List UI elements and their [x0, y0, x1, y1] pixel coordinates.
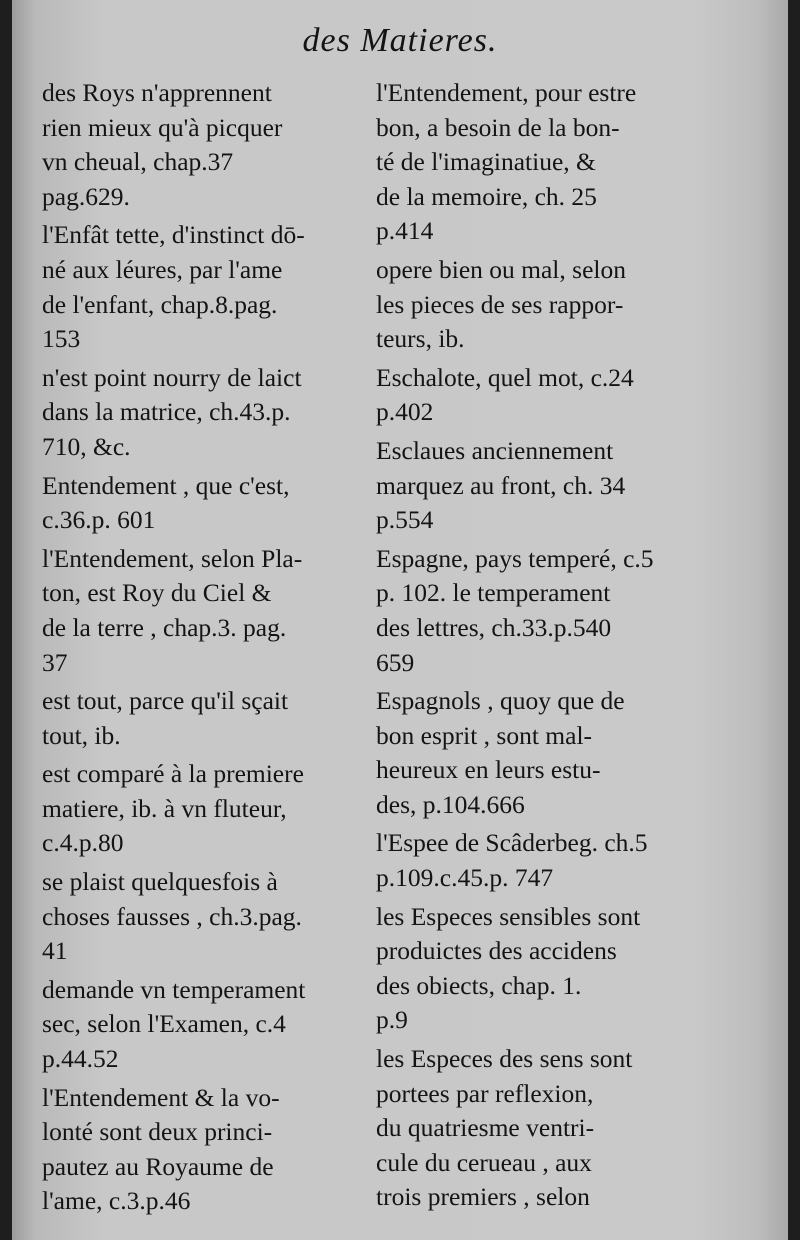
index-entry-line: lonté sont deux princi- — [42, 1117, 273, 1147]
index-entry-line: l'Entendement, pour estre — [376, 78, 637, 107]
index-entry-line: opere bien ou mal, selon — [376, 254, 626, 284]
index-entry-line: pag.629. — [42, 181, 130, 211]
index-entry-line: Espagnols , quoy que de — [376, 686, 625, 716]
index-entry — [42, 218, 372, 356]
index-entry — [376, 542, 720, 680]
index-entry — [376, 253, 720, 357]
index-entry-line: de la memoire, ch. 25 — [376, 181, 597, 211]
index-entry-line: rien mieux qu'à picquer — [42, 112, 283, 142]
index-entry — [376, 434, 720, 538]
index-entry-line: les pieces de ses rappor- — [376, 289, 624, 319]
index-entry-line: p.414 — [376, 216, 434, 246]
index-entry-line: l'Entendement, selon Pla- — [42, 543, 303, 573]
index-entry-line: l'Entendement & la vo- — [42, 1082, 280, 1112]
index-entry — [376, 826, 720, 895]
index-entry-line: 37 — [42, 647, 68, 677]
index-entry-line: Eschalote, quel mot, c.24 — [376, 362, 634, 392]
index-entry-line: 41 — [42, 936, 68, 966]
index-entry-line: des lettres, ch.33.p.540 — [376, 612, 612, 642]
index-entry — [42, 469, 372, 538]
index-entry-line: trois premiers , selon — [376, 1182, 590, 1212]
index-entry — [42, 973, 372, 1077]
index-entry-line: dans la matrice, ch.43.p. — [42, 397, 291, 427]
index-entry-line: p.109.c.45.p. 747 — [376, 863, 554, 893]
index-entry-line: produictes des accidens — [376, 936, 617, 966]
book-page — [12, 0, 788, 1240]
index-entry-line: les Especes des sens sont — [376, 1044, 633, 1074]
index-entry-line: Esclaues anciennement — [376, 435, 614, 465]
index-entry-line: choses fausses , ch.3.pag. — [42, 901, 302, 931]
index-entry-line: ton, est Roy du Ciel & — [42, 578, 272, 608]
index-entry-line: té de l'imaginatiue, & — [376, 147, 596, 177]
index-entry-line: du quatriesme ventri- — [376, 1113, 595, 1143]
index-entry-line: teurs, ib. — [376, 324, 465, 354]
index-entry-line: c.4.p.80 — [42, 828, 124, 858]
index-entry-line: bon esprit , sont mal- — [376, 720, 593, 750]
index-entry-line: de l'enfant, chap.8.pag. — [42, 289, 278, 319]
index-entry-line: p.402 — [376, 397, 434, 427]
index-entry — [42, 865, 372, 969]
index-entry-line: 153 — [42, 324, 81, 354]
index-entry-line: tout, ib. — [42, 720, 121, 750]
index-entry-line: p.44.52 — [42, 1044, 119, 1074]
index-entry-line: 659 — [376, 647, 415, 677]
index-entry-line: bon, a besoin de la bon- — [376, 112, 620, 142]
index-entry-line: des, p.104.666 — [376, 789, 525, 819]
index-entry-line: 710, &c. — [42, 431, 131, 461]
index-entry-line: marquez au front, ch. 34 — [376, 470, 626, 500]
left-index-column — [42, 76, 372, 1219]
index-entry-line: l'Enfât tette, d'instinct dō- — [42, 220, 305, 250]
index-entry-line: n'est point nourry de laict — [42, 362, 302, 392]
index-entry — [42, 76, 372, 214]
index-entry — [376, 1042, 720, 1215]
index-entry — [42, 1081, 372, 1219]
index-entry-line: heureux en leurs estu- — [376, 755, 601, 785]
index-entry — [42, 684, 372, 753]
index-entry-line: sec, selon l'Examen, c.4 — [42, 1009, 286, 1039]
index-entry-line: de la terre , chap.3. pag. — [42, 612, 287, 642]
index-entry-line: l'Espee de Scâderbeg. ch.5 — [376, 828, 648, 858]
index-entry — [42, 757, 372, 861]
index-entry-line: cule du cerueau , aux — [376, 1147, 592, 1177]
index-entry-line: est comparé à la premiere — [42, 759, 304, 789]
right-index-column — [376, 76, 720, 1215]
index-entry-line: p. 102. le temperament — [376, 578, 611, 608]
index-entry-line: p.9 — [376, 1005, 408, 1035]
index-entry-line: se plaist quelquesfois à — [42, 867, 278, 897]
index-entry — [42, 542, 372, 680]
index-entry-line: matiere, ib. à vn fluteur, — [42, 793, 287, 823]
index-entry-line: Entendement , que c'est, — [42, 470, 290, 500]
index-entry — [376, 684, 720, 822]
index-entry-line: Espagne, pays temperé, c.5 — [376, 543, 654, 573]
index-entry-line: les Especes sensibles sont — [376, 901, 641, 931]
page-header: des Matieres. — [302, 22, 498, 59]
index-entry-line: des Roys n'apprennent — [42, 78, 272, 107]
index-entry — [42, 361, 372, 465]
index-entry-line: demande vn temperament — [42, 974, 306, 1004]
index-entry-line: p.554 — [376, 505, 434, 535]
index-entry — [376, 76, 720, 249]
index-entry-line: portees par reflexion, — [376, 1078, 594, 1108]
index-entry-line: né aux léures, par l'ame — [42, 254, 283, 284]
index-entry-line: est tout, parce qu'il sçait — [42, 686, 289, 716]
index-entry-line: c.36.p. 601 — [42, 505, 156, 535]
index-entry — [376, 361, 720, 430]
index-entry-line: des obiects, chap. 1. — [376, 970, 582, 1000]
index-entry-line: l'ame, c.3.p.46 — [42, 1186, 191, 1216]
index-entry-line: vn cheual, chap.37 — [42, 147, 234, 177]
index-entry — [376, 900, 720, 1038]
index-entry-line: pautez au Royaume de — [42, 1151, 274, 1181]
